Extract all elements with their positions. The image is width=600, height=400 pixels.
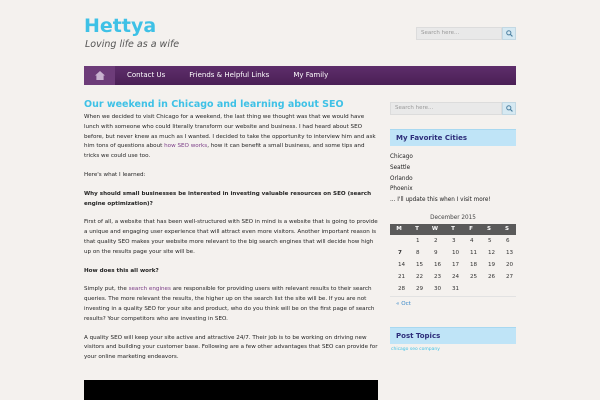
city-item: Orlando [390, 175, 413, 182]
post-content [84, 99, 380, 372]
widget-title-cities: My Favorite Cities [390, 129, 516, 146]
main-nav [84, 66, 516, 85]
weekday-header: W [426, 224, 444, 235]
header-search-button[interactable] [502, 27, 516, 40]
calendar-empty-cell [498, 283, 516, 295]
calendar-day: 13 [506, 249, 514, 256]
weekday-header: T [408, 224, 426, 235]
calendar-day: 10 [452, 249, 460, 256]
calendar-day: 5 [488, 237, 492, 244]
calendar-header-row [390, 224, 516, 235]
calendar-empty-cell [462, 283, 480, 295]
site-description: Loving life as a wife [85, 39, 180, 50]
calendar-day: 4 [470, 237, 474, 244]
calendar-day: 24 [452, 273, 460, 280]
calendar-day: 3 [452, 237, 456, 244]
calendar [390, 224, 516, 295]
calendar-week-row [390, 247, 516, 259]
calendar-day: 16 [434, 261, 442, 268]
widget-title-post-topics: Post Topics [390, 327, 516, 344]
calendar-day: 11 [470, 249, 478, 256]
calendar-prev-month-link[interactable]: « Oct [390, 296, 516, 310]
calendar-day: 1 [416, 237, 420, 244]
search-engines-link[interactable]: search engines [128, 286, 171, 293]
calendar-day: 31 [452, 285, 460, 292]
post-title[interactable]: Our weekend in Chicago and learning about SEO [84, 99, 344, 110]
header-search-input[interactable]: Search here... [416, 27, 502, 40]
city-item: Seattle [390, 164, 411, 171]
post-paragraph: Here's what I learned: [84, 171, 146, 178]
site-title[interactable]: Hettya [84, 15, 157, 37]
post-paragraph: When we decided to visit Chicago for a weekend, the last thing we thought was that we would have lunch with someone who could literally transform our website and business. I had heard about SEO before, but never knew as much as I wanted. I decided to take the opportunity to interview him and ask him tons of questions about how SEO works, how it can benefit a small business, and some tips and tricks we could use too. [84, 114, 376, 160]
weekday-header: T [444, 224, 462, 235]
calendar-day: 29 [416, 285, 424, 292]
header-search [416, 27, 516, 40]
calendar-day: 30 [434, 285, 442, 292]
calendar-week-row [390, 259, 516, 271]
calendar-day: 15 [416, 261, 424, 268]
weekday-header: S [480, 224, 498, 235]
calendar-day: 28 [398, 285, 406, 292]
calendar-day: 26 [488, 273, 496, 280]
calendar-day: 25 [470, 273, 478, 280]
sidebar [390, 102, 516, 352]
topic-link[interactable]: chicago seo company [391, 346, 440, 352]
calendar-empty-cell [390, 235, 408, 247]
weekday-header: M [390, 224, 408, 235]
calendar-day: 12 [488, 249, 496, 256]
calendar-day: 18 [470, 261, 478, 268]
calendar-day: 21 [398, 273, 406, 280]
calendar-day: 14 [398, 261, 406, 268]
calendar-day: 6 [506, 237, 510, 244]
how-seo-works-link[interactable]: how SEO works [164, 143, 208, 150]
post-question: How does this all work? [84, 267, 159, 274]
calendar-day: 27 [506, 273, 514, 280]
search-icon [506, 105, 513, 112]
city-item: Phoenix [390, 186, 413, 193]
post-paragraph: A quality SEO will keep your site active and attractive 24/7. Their job is to be working on driving new visitors and building your customer base. Following are a few other advantages that SEO can provide for your online marketing endeavors. [84, 334, 378, 361]
nav-item-contact-us[interactable]: Contact Us [127, 71, 166, 79]
nav-home[interactable] [84, 66, 115, 85]
city-note: ... I'll update this when I visit more! [390, 197, 491, 204]
calendar-day: 23 [434, 273, 442, 280]
weekday-header: F [462, 224, 480, 235]
post-paragraph: First of all, a website that has been well-structured with SEO in mind is a website that is going to provide a unique and engaging user experience that will attract even more visitors. Another important reason is that quality SEO makes your website more relevant to the big search engines that will decide how high up on the results page your site will be. [84, 219, 378, 255]
city-item: Chicago [390, 154, 413, 160]
calendar-week-row [390, 283, 516, 295]
calendar-week-row [390, 235, 516, 247]
post-question: Why should small businesses be interested in investing valuable resources on SEO (search engine optimization)? [84, 190, 372, 207]
calendar-day: 2 [434, 237, 438, 244]
post-paragraph: Simply put, the search engines are responsible for providing users with relevant results to their search queries. The more relevant the results, the higher up on the search list the site will be. If you are not investing in a quality SEO for your site and product, who do you think will be on the first page of search results? Your competitors who are investing in SEO. [84, 286, 375, 322]
calendar-day: 7 [398, 249, 402, 256]
calendar-day: 8 [416, 249, 420, 256]
nav-item-friends-links[interactable]: Friends & Helpful Links [189, 71, 270, 79]
nav-item-my-family[interactable]: My Family [293, 71, 329, 79]
calendar-day: 19 [488, 261, 496, 268]
calendar-day: 20 [506, 261, 514, 268]
calendar-day: 17 [452, 261, 460, 268]
sidebar-search-input[interactable]: Search here... [390, 102, 502, 115]
search-icon [506, 30, 513, 37]
calendar-day: 9 [434, 249, 438, 256]
video-embed[interactable] [84, 380, 378, 400]
home-icon [95, 71, 105, 80]
calendar-day: 22 [416, 273, 424, 280]
sidebar-search [390, 102, 516, 115]
calendar-caption: December 2015 [430, 214, 476, 221]
calendar-empty-cell [480, 283, 498, 295]
sidebar-search-button[interactable] [502, 102, 516, 115]
calendar-week-row [390, 271, 516, 283]
weekday-header: S [498, 224, 516, 235]
